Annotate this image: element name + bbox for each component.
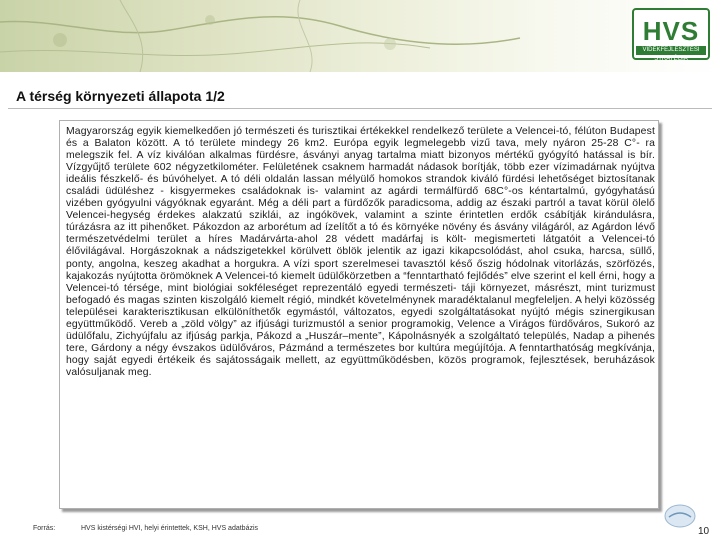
page-number: 10 [698, 526, 710, 537]
header-banner [0, 0, 720, 72]
logo-text: HVS [642, 16, 700, 46]
footer-logo-icon [664, 503, 696, 529]
logo-subtitle: VIDÉKFEJLESZTÉSI STRATÉGIA [636, 46, 706, 55]
hvs-logo [632, 8, 710, 60]
source-label: Forrás: [33, 525, 56, 532]
body-text: Magyarország egyik kiemelkedően jó természeti és turisztikai értékekkel rendelkező területe a Velencei-tó, félúton Budapest és a Balaton között. A tó területe mindegy 26 km2. Európa egyik legmelegebb vizű tava, mely nyáron 25-28 C°- ra melegszik fel. A víz kiválóan alkalmas fürdésre, ásványi anyag tartalma miatt bizonyos mértékű gyógyító hatással is bír. Vízgyűjtő területe 602 négyzetkilométer. Felületének csaknem harmadát nádasok borítják, több ezer vízimadárnak nyújtva ideális fészkelő- és búvóhelyet. A tó déli oldalán lassan mélyülő homokos strandok kiváló fürdési lehetőséget biztosítanak családi üdüléshez - kisgyermekes családoknak is- valamint az agárdi termálfürdő 68C°-os kéntartalmú, gyógyhatású vizében gyógyulni vágyóknak egyaránt. Még a déli part a fürdőzők paradicsoma, addig az északi partról a tavat körül ölelő Velencei-hegység érdekes alakzatú sziklái, az ingókövek, valamint a szinte érintetlen erdők csábítják kirándulásra, túrázásra az itt pihenőket. Pákozdon az arborétum ad ízelítőt a tó és környéke növény és ásvány világáról, az Agárdon lévő természetvédelmi terület a híres Madárvárta-ahol 28 védett madárfaj is költ- megismerteti látgatóit a Velencei-tó élővilágával. Horgászoknak a nádszigetekkel körülvett öblök jelentik az igazi kikapcsolódást, ahol csuka, harcsa, süllő, ponty, angolna, keszeg akadhat a horgukra. A vízi sport szerelmesei tavasztól késő őszig hódolnak vitorlázás, szörfözés, kajakozás nyújtotta örömöknek A Velencei-tó kiemelt üdülőkörzetben a “fenntartható fejlődés” elve szerint el kell érni, hogy a Velencei-tó térsége, mint biológiai sokféleséget reprezentáló egyedi természeti- táji környezet, másrészt, mint turizmust befogadó és magas szinten kiszolgáló kiemelt régió, mindkét követelménynek maradéktalanul megfeleljen. A helyi közösség települései karakterisztikusan elkülöníthetők egymástól, változatos, egyedi szolgáltatásokat nyújtó mégis szinergikusan együttműködő. Vereb a „zöld völgy” az ifjúsági turizmustól a senior programokig, Velence a Virágos fürdőváros, Sukoró az üdülőfalu, Zichyújfalu az ifjúság parkja, Pákozd a „Huszár–mente”, Kápolnásnyék a szolgáltató település, Nadap a pihenés tere, Gárdony a négy évszakos üdülőváros, Pázmánd a természetes bor kultúra megújítója. A fenntarthatóság megkívánja, hogy saját egyedi értékeik és sajátosságaik mellett, az együttműködésben, közös programok, fejlesztések, beruházások valósuljanak meg. [66, 126, 655, 378]
title-divider [8, 108, 712, 109]
page-title: A térség környezeti állapota 1/2 [16, 88, 225, 104]
map-background [0, 0, 720, 72]
source-footer [33, 525, 258, 532]
content-box [59, 120, 659, 509]
source-text: HVS kistérségi HVI, helyi érintettek, KSH, HVS adatbázis [81, 525, 259, 532]
